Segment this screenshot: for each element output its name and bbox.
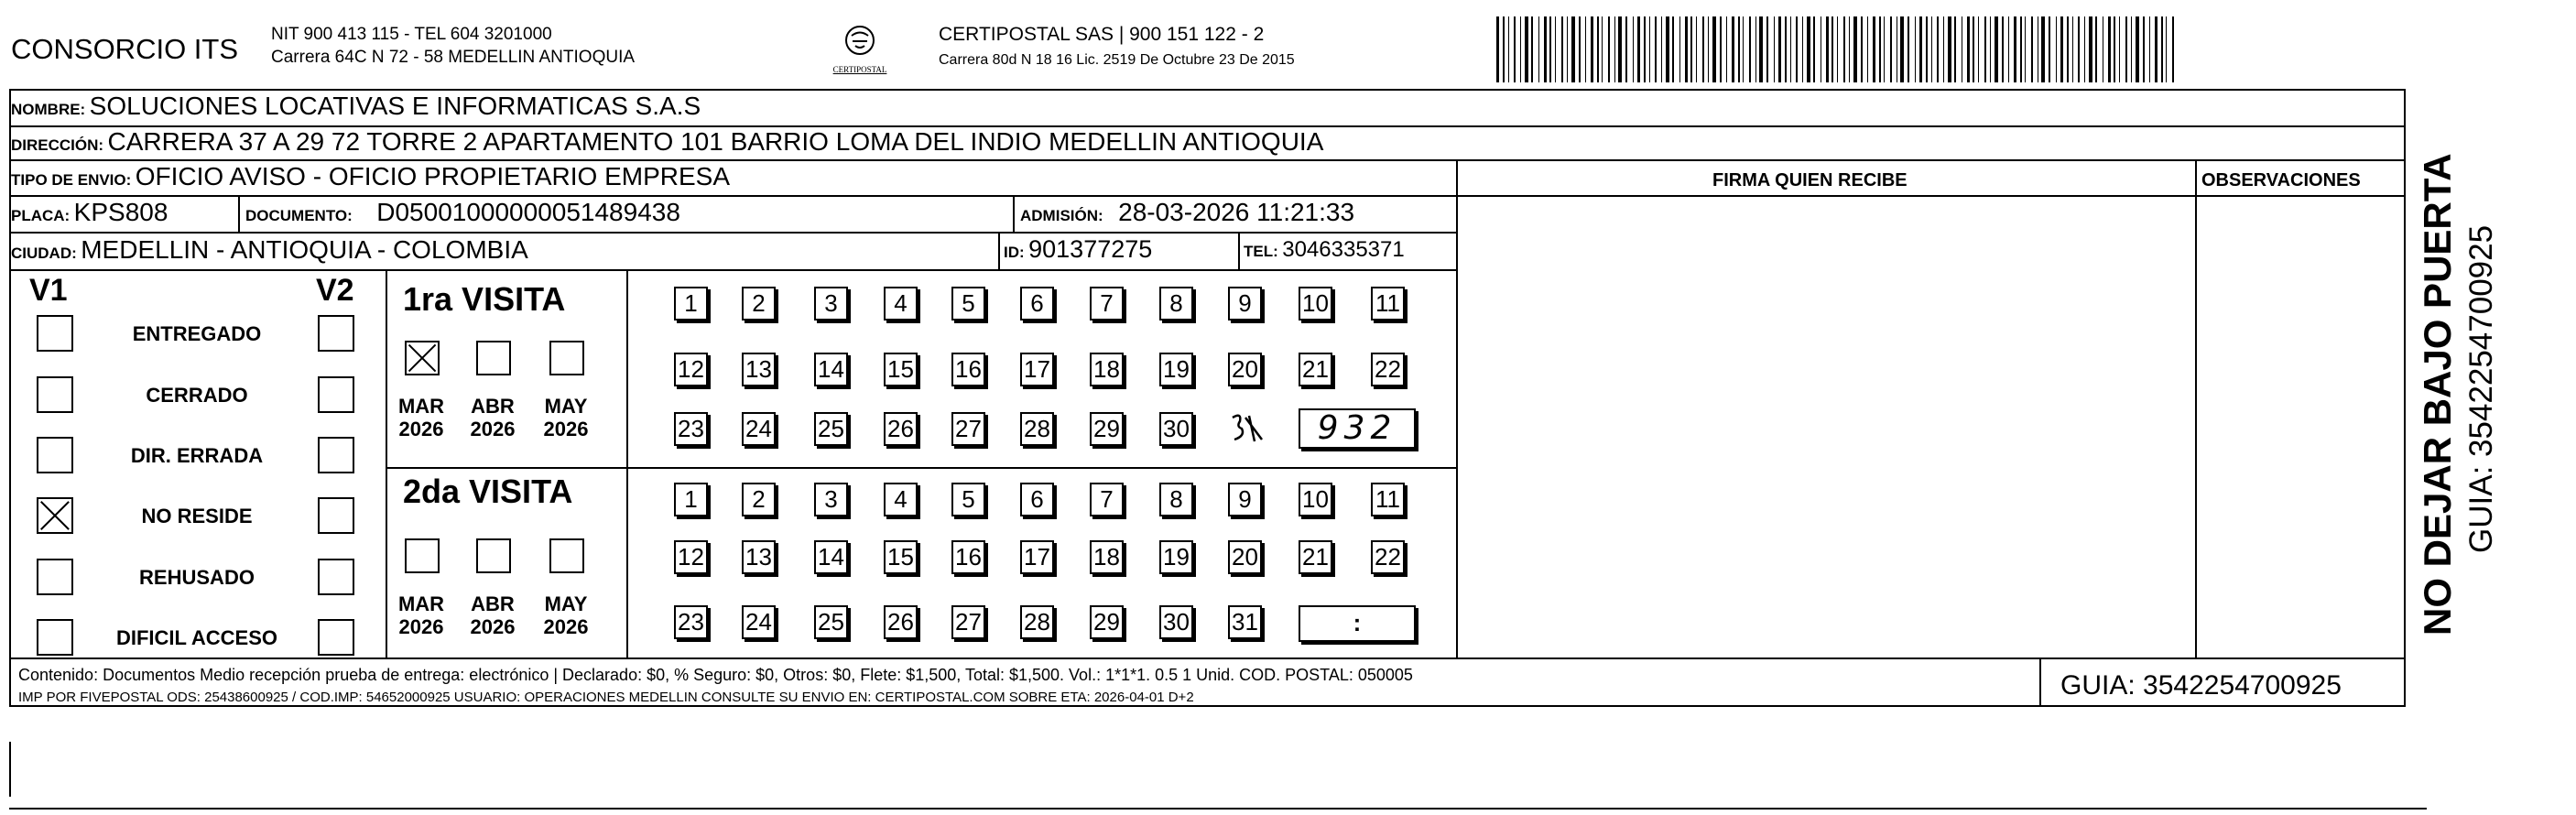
first-visit-day-17[interactable]: 17 — [1020, 353, 1054, 386]
plate-value: KPS808 — [73, 198, 168, 226]
second-visit-day-31[interactable]: 31 — [1228, 605, 1262, 639]
observations-header: OBSERVACIONES — [2201, 170, 2361, 190]
first-visit-day-14[interactable]: 14 — [814, 353, 848, 386]
company-address: Carrera 64C N 72 - 58 MEDELLIN ANTIOQUIA — [271, 48, 636, 67]
document-value: D05001000000051489438 — [376, 198, 680, 226]
side-guia-number: GUIA: 3542254700925 — [2463, 224, 2499, 553]
first-visit-day-25[interactable]: 25 — [814, 412, 848, 446]
second-visit-month-may-checkbox[interactable] — [549, 538, 584, 573]
second-visit-month-abr-year: 2026 — [470, 615, 516, 638]
status-label-no-reside: NO RESIDE — [141, 505, 253, 527]
do-not-leave-under-door-warning: NO DEJAR BAJO PUERTA — [2416, 153, 2459, 636]
second-visit-day-20[interactable]: 20 — [1228, 540, 1262, 574]
address-value: CARRERA 37 A 29 72 TORRE 2 APARTAMENTO 101 BARRIO LOMA DEL INDIO MEDELLIN ANTIOQUIA — [107, 127, 1324, 156]
address-row — [11, 127, 1323, 157]
admission-value: 28-03-2026 11:21:33 — [1118, 198, 1355, 226]
visit1-entregado-checkbox[interactable] — [37, 315, 73, 352]
second-visit-day-3[interactable]: 3 — [814, 483, 848, 516]
city-field — [11, 235, 528, 265]
first-visit-day-6[interactable]: 6 — [1020, 287, 1054, 321]
certipostal-logo — [828, 22, 892, 74]
city-value: MEDELLIN - ANTIOQUIA - COLOMBIA — [81, 235, 528, 264]
phone-label: TEL: — [1244, 243, 1278, 260]
second-visit-month-mar-year: 2026 — [398, 615, 444, 638]
plate-label: PLACA: — [11, 207, 71, 224]
second-visit-month-may-year: 2026 — [543, 615, 589, 638]
first-visit-day-22[interactable]: 22 — [1371, 353, 1405, 386]
first-visit-day-8[interactable]: 8 — [1159, 287, 1193, 321]
phone-field — [1244, 237, 1405, 263]
guia-number-box: GUIA: 3542254700925 — [2060, 670, 2342, 701]
plate-field — [11, 198, 168, 227]
brand-name: CONSORCIO ITS — [11, 33, 239, 65]
first-visit-month-may-year: 2026 — [543, 418, 589, 440]
second-visit-day-25[interactable]: 25 — [814, 605, 848, 639]
visit2-cerrado-checkbox[interactable] — [318, 376, 354, 413]
status-label-entregado: ENTREGADO — [132, 322, 262, 345]
signature-header: FIRMA QUIEN RECIBE — [1712, 170, 1908, 190]
barcode — [1496, 16, 2174, 82]
first-visit-day-26[interactable]: 26 — [884, 412, 918, 446]
carrier-license: Carrera 80d N 18 16 Lic. 2519 De Octubre 23 De 2015 — [939, 52, 1295, 68]
first-visit-day-11[interactable]: 11 — [1371, 287, 1405, 321]
admission-label: ADMISIÓN: — [1020, 207, 1103, 224]
first-visit-day-16[interactable]: 16 — [951, 353, 985, 386]
first-visit-day-21[interactable]: 21 — [1299, 353, 1332, 386]
id-value: 901377275 — [1028, 235, 1153, 263]
visit2-column-label: V2 — [316, 273, 354, 308]
visit2-no-reside-checkbox[interactable] — [318, 497, 354, 534]
shipment-type-value: OFICIO AVISO - OFICIO PROPIETARIO EMPRESA — [135, 162, 731, 190]
second-visit-month-abr-label: ABR — [471, 592, 515, 615]
second-visit-day-10[interactable]: 10 — [1299, 483, 1332, 516]
visit1-no-reside-checkbox[interactable] — [37, 497, 73, 534]
status-label-cerrado: CERRADO — [146, 384, 248, 407]
day-31-handwritten-mark — [1227, 408, 1266, 447]
visit2-dir-errada-checkbox[interactable] — [318, 437, 354, 473]
first-visit-day-29[interactable]: 29 — [1090, 412, 1124, 446]
shipment-type-row — [11, 162, 730, 191]
first-visit-day-1[interactable]: 1 — [674, 287, 708, 321]
first-visit-day-9[interactable]: 9 — [1228, 287, 1262, 321]
second-visit-day-16[interactable]: 16 — [951, 540, 985, 574]
second-visit-day-12[interactable]: 12 — [674, 540, 708, 574]
visit1-cerrado-checkbox[interactable] — [37, 376, 73, 413]
first-visit-day-15[interactable]: 15 — [884, 353, 918, 386]
logo-caption: CERTIPOSTAL — [832, 65, 887, 74]
second-visit-day-30[interactable]: 30 — [1159, 605, 1193, 639]
second-visit-day-5[interactable]: 5 — [951, 483, 985, 516]
second-visit-day-18[interactable]: 18 — [1090, 540, 1124, 574]
second-visit-day-8[interactable]: 8 — [1159, 483, 1193, 516]
status-label-rehusado: REHUSADO — [139, 566, 255, 589]
content-details: Contenido: Documentos Medio recepción prueba de entrega: electrónico | Declarado: $0, % Seguro: $0, Otros: $0, Flete: $1,500, Total: $1,500. Vol.: 1*1*1. 0.5 1 Unid. COD. POSTAL: 050005 — [18, 666, 1413, 684]
recipient-name-value: SOLUCIONES LOCATIVAS E INFORMATICAS S.A.S — [89, 92, 701, 120]
print-details: IMP POR FIVEPOSTAL ODS: 25438600925 / COD.IMP: 54652000925 USUARIO: OPERACIONES MEDELLIN CONSULTE SU ENVIO EN: CERTIPOSTAL.COM SOBRE ETA: 2026-04-01 D+2 — [18, 690, 1194, 705]
second-visit-day-21[interactable]: 21 — [1299, 540, 1332, 574]
company-nit: NIT 900 413 115 - TEL 604 3201000 — [271, 25, 552, 44]
id-field — [1004, 235, 1152, 264]
first-visit-day-30[interactable]: 30 — [1159, 412, 1193, 446]
shipment-type-label: TIPO DE ENVIO: — [11, 171, 132, 189]
first-visit-day-10[interactable]: 10 — [1299, 287, 1332, 321]
first-visit-day-20[interactable]: 20 — [1228, 353, 1262, 386]
second-visit-day-9[interactable]: 9 — [1228, 483, 1262, 516]
second-visit-day-26[interactable]: 26 — [884, 605, 918, 639]
first-visit-day-3[interactable]: 3 — [814, 287, 848, 321]
second-visit-month-mar-label: MAR — [397, 592, 445, 615]
first-visit-day-2[interactable]: 2 — [742, 287, 776, 321]
second-visit-day-15[interactable]: 15 — [884, 540, 918, 574]
second-visit-day-23[interactable]: 23 — [674, 605, 708, 639]
visit1-dificil-acceso-checkbox[interactable] — [37, 619, 73, 656]
status-label-dificil-acceso: DIFICIL ACCESO — [115, 626, 277, 649]
admission-field — [1020, 198, 1354, 227]
first-visit-day-19[interactable]: 19 — [1159, 353, 1193, 386]
first-visit-month-abr-label: ABR — [471, 395, 515, 418]
second-visit-day-19[interactable]: 19 — [1159, 540, 1193, 574]
second-visit-day-1[interactable]: 1 — [674, 483, 708, 516]
document-field — [245, 198, 680, 227]
first-visit-month-abr-checkbox[interactable] — [476, 341, 511, 375]
visit1-rehusado-checkbox[interactable] — [37, 559, 73, 595]
document-label: DOCUMENTO: — [245, 207, 353, 224]
first-visit-month-abr-year: 2026 — [470, 418, 516, 440]
first-visit-month-may-label: MAY — [544, 395, 588, 418]
second-visit-month-may-label: MAY — [544, 592, 588, 615]
second-visit-day-2[interactable]: 2 — [742, 483, 776, 516]
first-visit-time-box[interactable] — [1299, 408, 1416, 449]
second-visit-day-28[interactable]: 28 — [1020, 605, 1054, 639]
second-visit-day-27[interactable]: 27 — [951, 605, 985, 639]
first-visit-month-mar-checkbox[interactable] — [405, 341, 440, 375]
carrier-info: CERTIPOSTAL SAS | 900 151 122 - 2 — [939, 24, 1265, 45]
city-label: CIUDAD: — [11, 244, 77, 262]
second-visit-day-13[interactable]: 13 — [742, 540, 776, 574]
first-visit-day-18[interactable]: 18 — [1090, 353, 1124, 386]
second-visit-day-22[interactable]: 22 — [1371, 540, 1405, 574]
first-visit-month-mar-year: 2026 — [398, 418, 444, 440]
second-visit-day-6[interactable]: 6 — [1020, 483, 1054, 516]
visit2-dificil-acceso-checkbox[interactable] — [318, 619, 354, 656]
visit2-rehusado-checkbox[interactable] — [318, 559, 354, 595]
second-visit-day-29[interactable]: 29 — [1090, 605, 1124, 639]
second-visit-day-24[interactable]: 24 — [742, 605, 776, 639]
first-visit-time-handwritten: 932 — [1317, 409, 1397, 447]
address-label: DIRECCIÓN: — [11, 136, 104, 154]
first-visit-day-12[interactable]: 12 — [674, 353, 708, 386]
first-visit-day-13[interactable]: 13 — [742, 353, 776, 386]
first-visit-title: 1ra VISITA — [403, 280, 566, 318]
second-visit-day-11[interactable]: 11 — [1371, 483, 1405, 516]
second-visit-month-mar-checkbox[interactable] — [405, 538, 440, 573]
first-visit-day-28[interactable]: 28 — [1020, 412, 1054, 446]
second-visit-day-17[interactable]: 17 — [1020, 540, 1054, 574]
recipient-name-label: NOMBRE: — [11, 101, 86, 118]
second-visit-day-7[interactable]: 7 — [1090, 483, 1124, 516]
second-visit-month-abr-checkbox[interactable] — [476, 538, 511, 573]
second-visit-day-14[interactable]: 14 — [814, 540, 848, 574]
second-visit-time-box[interactable]: : — [1299, 605, 1416, 642]
first-visit-month-mar-label: MAR — [397, 395, 445, 418]
second-visit-title: 2da VISITA — [403, 473, 573, 510]
second-visit-day-4[interactable]: 4 — [884, 483, 918, 516]
first-visit-month-may-checkbox[interactable] — [549, 341, 584, 375]
status-label-dir-errada: DIR. ERRADA — [130, 444, 264, 467]
first-visit-day-7[interactable]: 7 — [1090, 287, 1124, 321]
first-visit-day-23[interactable]: 23 — [674, 412, 708, 446]
visit2-entregado-checkbox[interactable] — [318, 315, 354, 352]
first-visit-day-5[interactable]: 5 — [951, 287, 985, 321]
id-label: ID: — [1004, 244, 1025, 261]
phone-value: 3046335371 — [1282, 237, 1405, 262]
first-visit-day-4[interactable]: 4 — [884, 287, 918, 321]
visit1-column-label: V1 — [29, 273, 68, 308]
visit1-dir-errada-checkbox[interactable] — [37, 437, 73, 473]
first-visit-day-24[interactable]: 24 — [742, 412, 776, 446]
recipient-name-row — [11, 92, 701, 121]
first-visit-day-27[interactable]: 27 — [951, 412, 985, 446]
